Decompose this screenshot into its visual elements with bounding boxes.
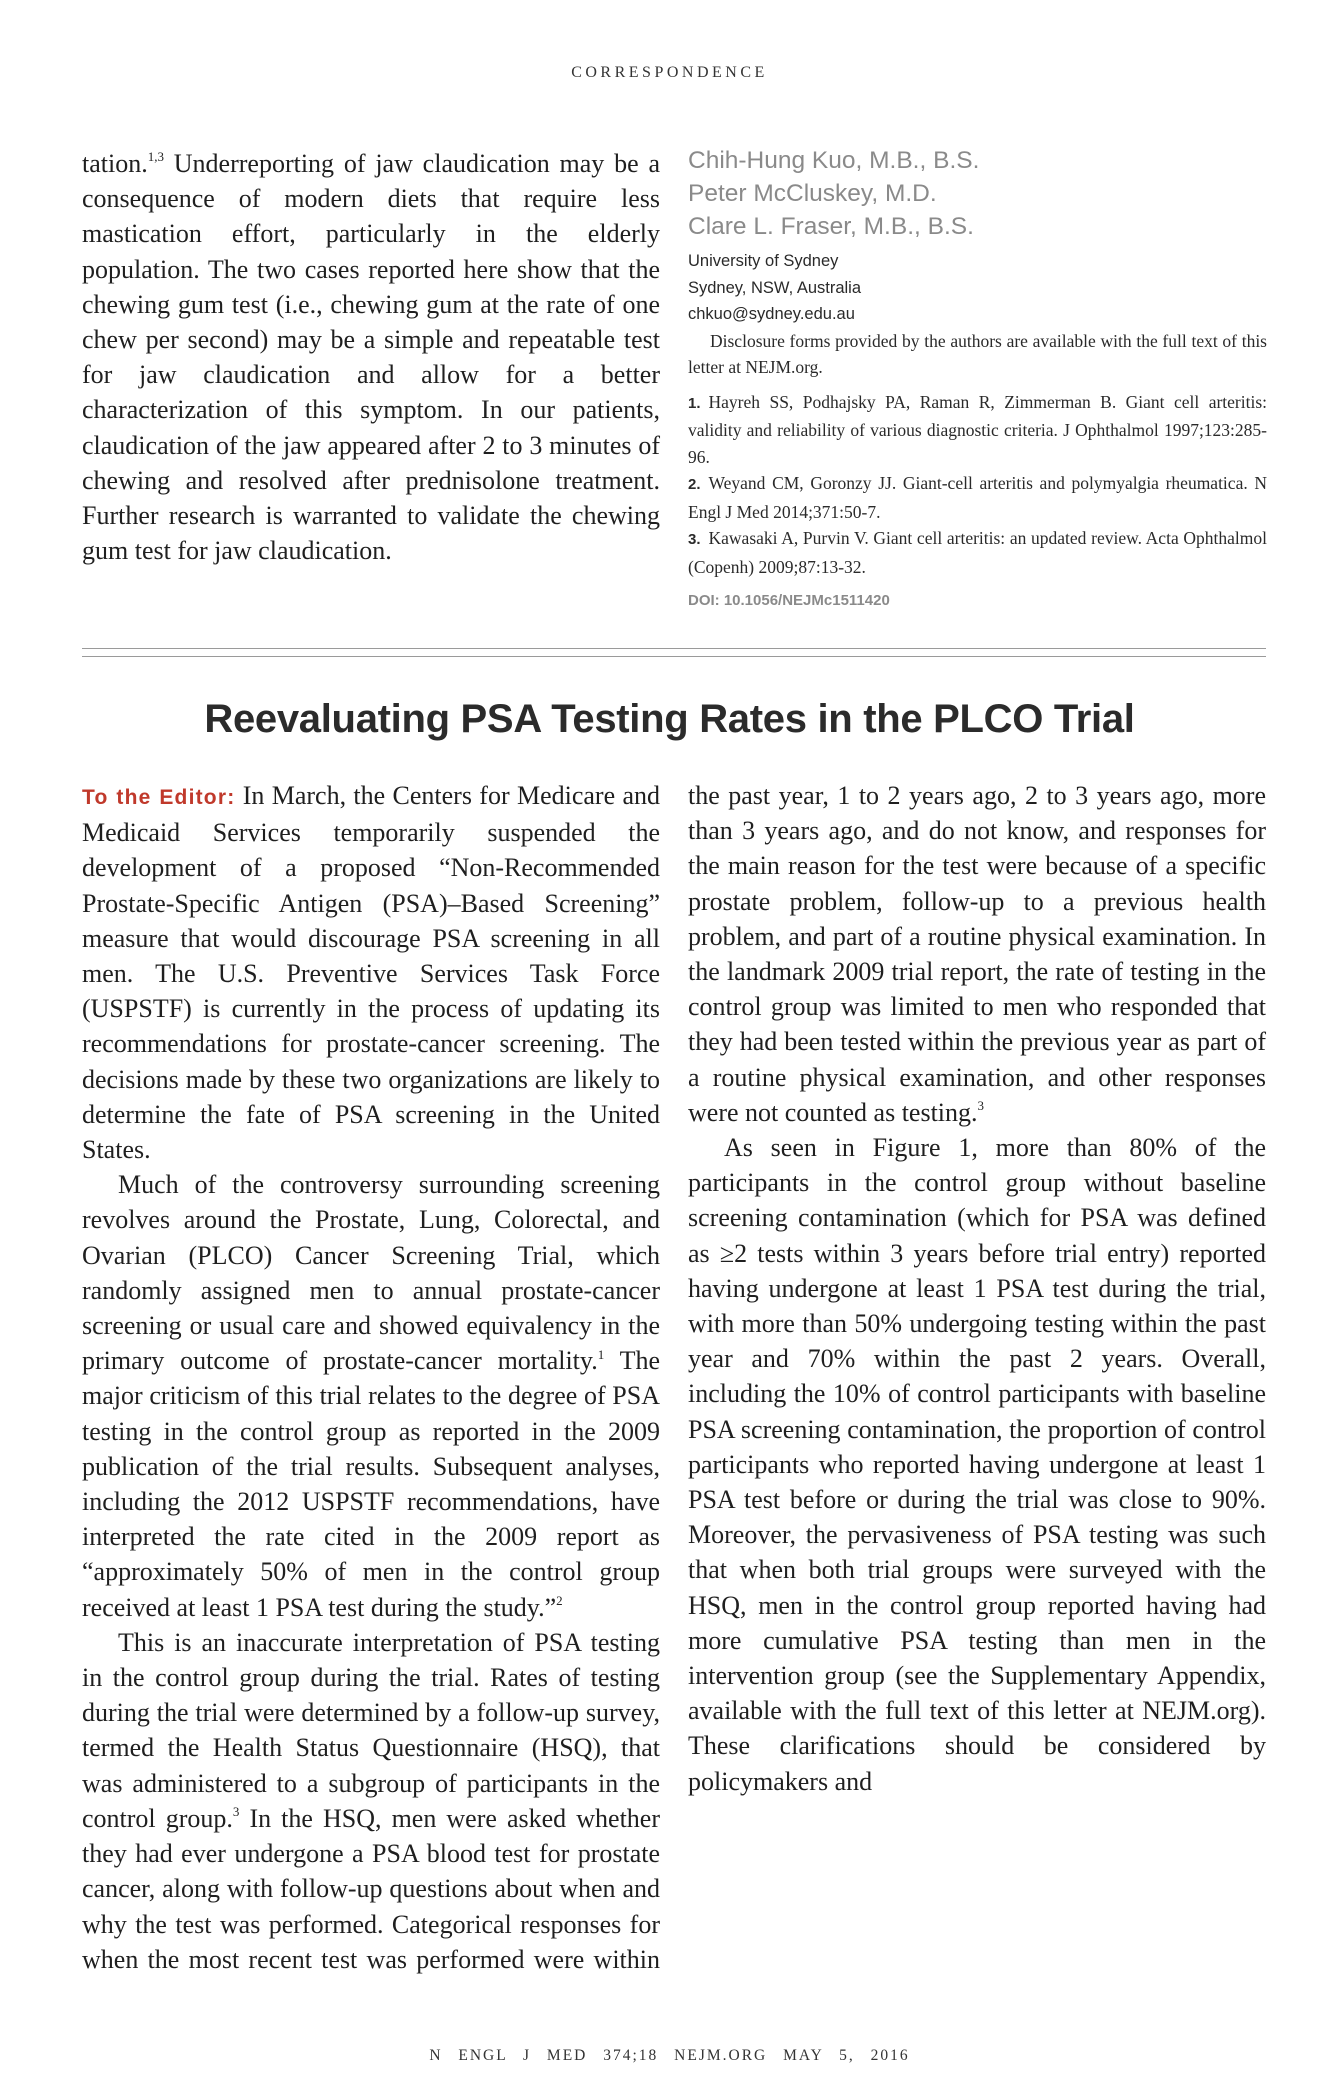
journal-site: NEJM.ORG <box>674 2047 768 2064</box>
text-run: This is an inaccurate interpretation of PSA testing in the control group during the trial. Rates of testing during the trial were determined by a follow-up survey, termed the Health Status Questionnaire (HSQ), that was administered to a subgroup of participants in the control group. <box>82 1627 660 1833</box>
text-run: In the HSQ, men were asked whether they had ever undergone a PSA blood test for prostate cancer, along with follow-up questions about when and why the test was performed. Categorical responses for when the most recent test was performed were within the past year, 1 to 2 years ago, 2 to 3 years ago, more than 3 years ago, and do not know, and responses for the main reason for the test were because of a specific prostate problem, follow-up to a previous health problem, and part of a routine physical examination. In the landmark 2009 trial report, the rate of testing in the control group was limited to men who responded that they had been tested within the previous year as part of a routine physical examination, and other responses were not counted as testing. <box>82 781 1266 1974</box>
divider-rule <box>82 648 1266 649</box>
author-email[interactable]: chkuo@sydney.edu.au <box>688 305 855 323</box>
author-name: Clare L. Fraser, M.B., B.S. <box>688 213 974 240</box>
reference-text: Weyand CM, Goronzy JJ. Giant-cell arteritis and polymyalgia rheumatica. N Engl J Med 2014;371:50-7. <box>688 473 1267 522</box>
article-paragraph <box>82 1167 660 1625</box>
author-list <box>688 144 1267 243</box>
text-run: As seen in Figure 1, more than 80% of the participants in the control group without baseline screening contamination (which for PSA was defined as ≥2 tests within 3 years before trial entry) reported having undergone at least 1 PSA test during the trial, with more than 50% undergoing testing within the past year and 70% within the past 2 years. Overall, including the 10% of control participants with baseline PSA screening contamination, the proportion of control participants who reported having undergone at least 1 PSA test before or during the trial was close to 90%. Moreover, the pervasiveness of PSA testing was such that when both trial groups were surveyed with the HSQ, men in the control group reported having had more cumulative PSA testing than men in the intervention group (see the Supplementary Appendix, available with the full text of this letter at NEJM.org). These clarifications should be considered by policymakers and <box>688 1133 1266 1796</box>
reference-text: Kawasaki A, Purvin V. Giant cell arteritis: an updated review. Acta Ophthalmol (Copenh) 2009;87:13-32. <box>688 528 1267 577</box>
citation-superscript: 3 <box>977 1098 985 1114</box>
disclosure-note: Disclosure forms provided by the authors are available with the full text of this letter at NEJM.org. <box>688 330 1267 377</box>
article-title: Reevaluating PSA Testing Rates in the PLCO Trial <box>204 697 1135 741</box>
previous-letter-body <box>82 146 660 568</box>
section-header: CORRESPONDENCE <box>571 64 768 81</box>
affiliation-institution: University of Sydney <box>688 252 839 270</box>
previous-letter-signature <box>688 144 1267 612</box>
affiliation <box>688 248 1267 328</box>
lead-in: To the Editor: <box>82 786 236 809</box>
citation-superscript: 1 <box>597 1346 605 1362</box>
text-run: In March, the Centers for Medicare and Medicaid Services temporarily suspended the development of a proposed “Non-Recommended Prostate-Specific Antigen (PSA)–Based Screening” measure that would discourage PSA screening in all men. The U.S. Preventive Services Task Force (USPSTF) is currently in the process of updating its recommendations for prostate-cancer screening. The decisions made by these two organizations are likely to determine the fate of PSA screening in the United States. <box>82 781 660 1165</box>
citation-superscript: 3 <box>232 1804 240 1820</box>
divider-rule <box>82 656 1266 657</box>
citation-superscript: 2 <box>556 1593 563 1609</box>
page-footer <box>0 2047 1339 2065</box>
text-run: tation. <box>82 149 148 178</box>
reference-number: 2. <box>688 476 701 493</box>
text-run: The major criticism of this trial relates to the degree of PSA testing in the control group as reported in the 2009 publication of the trial results. Subsequent analyses, including the 2012 USPSTF recommendations, have interpreted the rate cited in the 2009 report as “approximately 50% of men in the control group received at least 1 PSA test during the study.” <box>82 1346 660 1622</box>
doi-link[interactable]: DOI: 10.1056/NEJMc1511420 <box>688 592 890 609</box>
reference-item <box>688 525 1267 580</box>
reference-number: 3. <box>688 531 701 548</box>
issue-date: MAY 5, 2016 <box>783 2047 910 2064</box>
reference-item <box>688 389 1267 471</box>
reference-list <box>688 389 1267 581</box>
author-name: Peter McCluskey, M.D. <box>688 180 937 207</box>
article-paragraph <box>688 1130 1266 1799</box>
article-paragraph <box>82 778 660 1167</box>
citation-superscript: 1,3 <box>147 149 164 165</box>
affiliation-location: Sydney, NSW, Australia <box>688 278 862 297</box>
text-run: Much of the controversy surrounding screening revolves around the Prostate, Lung, Colorectal, and Ovarian (PLCO) Cancer Screening Trial, which randomly assigned men to annual prostate-cancer screening or usual care and showed equivalency in the primary outcome of prostate-cancer mortality. <box>82 1170 660 1376</box>
author-name: Chih-Hung Kuo, M.B., B.S. <box>688 147 980 174</box>
reference-item <box>688 470 1267 525</box>
previous-letter-paragraph <box>82 146 660 568</box>
text-run: Underreporting of jaw claudication may be a consequence of modern diets that require less mastication effort, particularly in the elderly population. The two cases reported here show that the chewing gum test (i.e., chewing gum at the rate of one chew per second) may be a simple and repeatable test for jaw claudication and allow for a better characterization of this symptom. In our patients, claudication of the jaw appeared after 2 to 3 minutes of chewing and resolved after prednisolone treatment. Further research is warranted to validate the chewing gum test for jaw claudication. <box>82 149 660 566</box>
reference-text: Hayreh SS, Podhajsky PA, Raman R, Zimmerman B. Giant cell arteritis: validity and reliability of various diagnostic criteria. J Ophthalmol 1997;123:285-96. <box>688 391 1267 467</box>
journal-citation: N ENGL J MED 374;18 <box>429 2047 659 2064</box>
reference-number: 1. <box>688 394 701 412</box>
article-body <box>82 778 1266 1978</box>
